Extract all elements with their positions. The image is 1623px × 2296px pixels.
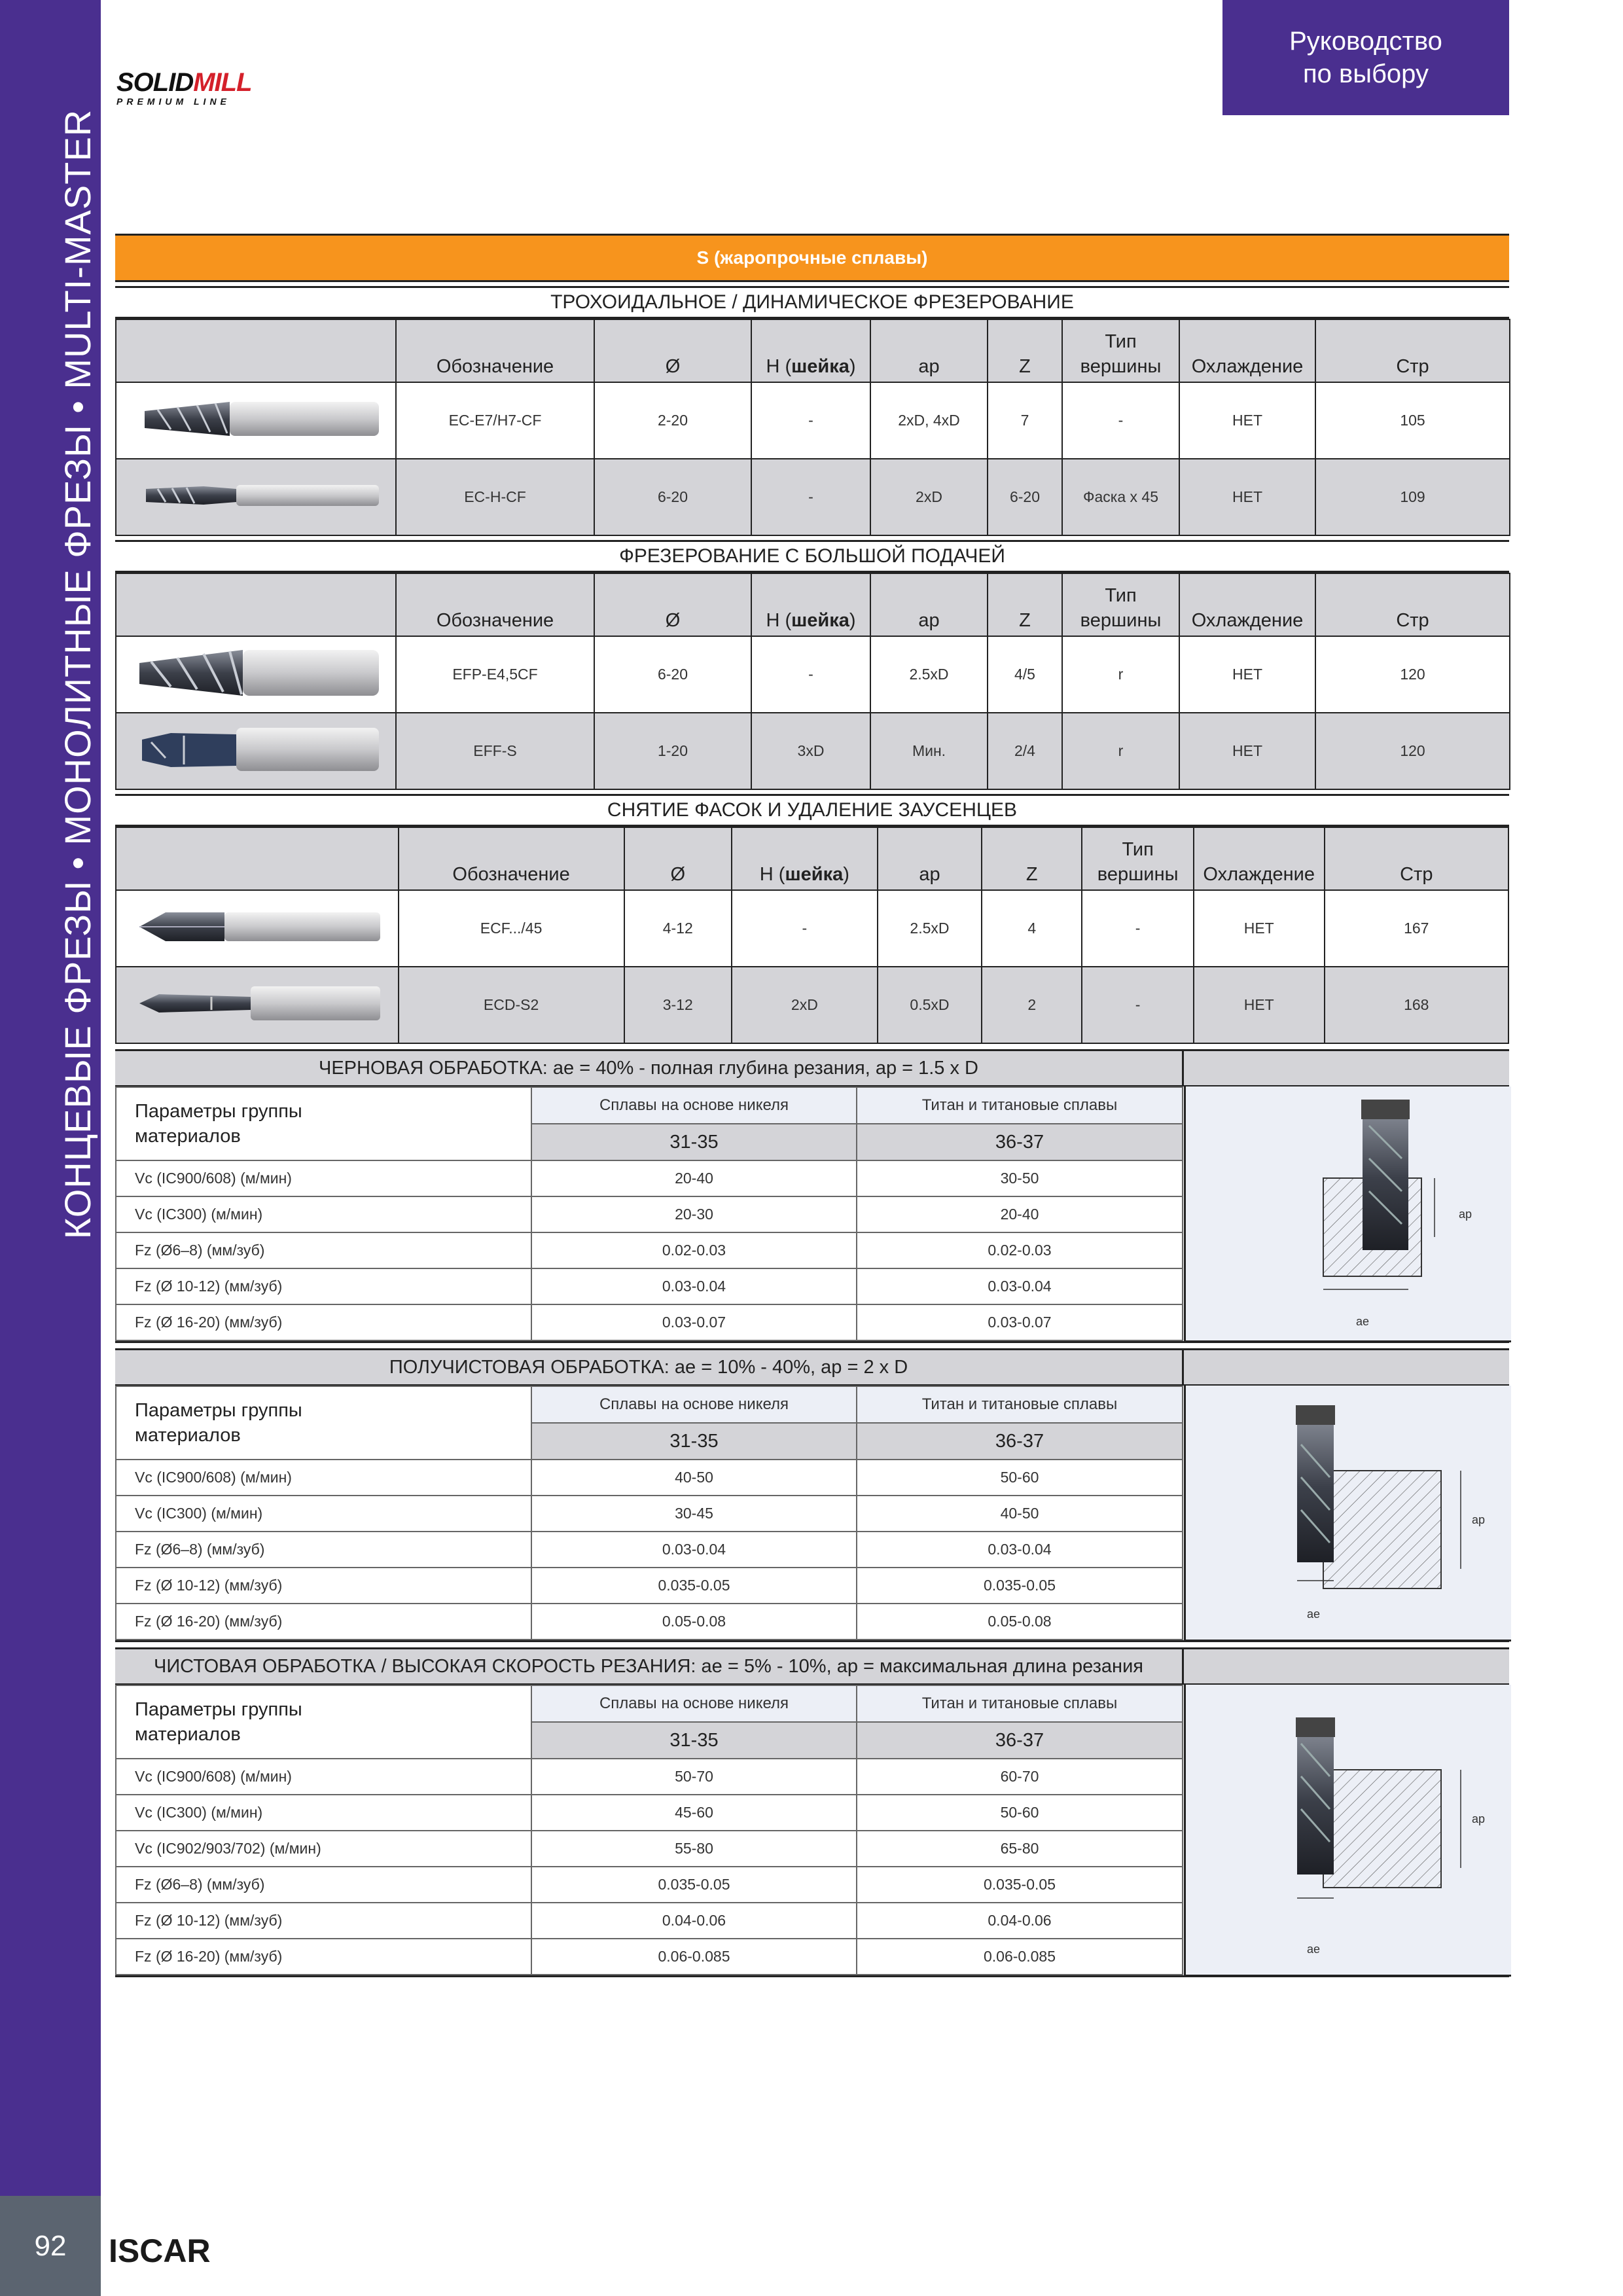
header-neck-bold: шейка [785, 864, 844, 885]
cell-page[interactable]: 168 [1325, 967, 1508, 1043]
header-tip-type: Тип вершины [1082, 827, 1193, 890]
header-designation: Обозначение [399, 827, 624, 890]
titanium-value: 0.05-0.08 [857, 1604, 1183, 1640]
cutting-params-block [115, 1348, 1509, 1642]
cell-z: 4/5 [988, 636, 1062, 713]
params-row [116, 1759, 1183, 1795]
cell-diameter: 1-20 [594, 713, 751, 789]
nickel-group: 31-35 [531, 1423, 857, 1460]
solidmill-logo [116, 69, 287, 108]
ae-label: ae [1307, 1943, 1321, 1956]
titanium-value: 0.06-0.085 [857, 1939, 1183, 1975]
titanium-value: 30-50 [857, 1160, 1183, 1196]
params-table [115, 1386, 1183, 1640]
titanium-value: 0.04-0.06 [857, 1903, 1183, 1939]
tool-table [115, 319, 1510, 536]
nickel-value: 0.035-0.05 [531, 1867, 857, 1903]
nickel-value: 30-45 [531, 1496, 857, 1532]
brand-name: ISCAR [109, 2233, 211, 2269]
params-header-row [116, 1685, 1183, 1722]
ap-label: ap [1471, 1513, 1485, 1526]
sidebar-title: КОНЦЕВЫЕ ФРЕЗЫ • МОНОЛИТНЫЕ ФРЕЗЫ • MULTI-MASTER [57, 109, 98, 1240]
cell-tip: - [1082, 890, 1193, 967]
params-title: ПОЛУЧИСТОВАЯ ОБРАБОТКА: ae = 10% - 40%, ap = 2 x D [115, 1350, 1184, 1386]
cell-diameter: 6-20 [594, 459, 751, 535]
titanium-alloys-header: Титан и титановые сплавы [857, 1087, 1183, 1124]
header-ap: ap [870, 573, 988, 636]
table-row[interactable] [116, 713, 1510, 789]
table-row[interactable] [116, 890, 1508, 967]
group-label: Параметры группы материалов [116, 1685, 531, 1759]
titanium-group: 36-37 [857, 1423, 1183, 1460]
nickel-value: 20-40 [531, 1160, 857, 1196]
titanium-alloys-header: Титан и титановые сплавы [857, 1386, 1183, 1423]
header-coolant: Охлаждение [1179, 573, 1315, 636]
header-page: Стр [1325, 827, 1508, 890]
cell-ap: Мин. [870, 713, 988, 789]
cell-page[interactable]: 167 [1325, 890, 1508, 967]
params-row [116, 1496, 1183, 1532]
cell-z: 2/4 [988, 713, 1062, 789]
params-row [116, 1568, 1183, 1604]
section-title: ТРОХОИДАЛЬНОЕ / ДИНАМИЧЕСКОЕ ФРЕЗЕРОВАНИЕ [115, 286, 1509, 319]
cell-tip: r [1062, 713, 1179, 789]
titanium-value: 0.03-0.04 [857, 1268, 1183, 1304]
table-row[interactable] [116, 459, 1510, 535]
params-row [116, 1196, 1183, 1232]
logo-premium-line: PREMIUM LINE [116, 96, 230, 107]
header-z: Z [988, 319, 1062, 382]
param-label: Fz (Ø 10-12) (мм/зуб) [116, 1568, 531, 1604]
cutting-diagram [1184, 1685, 1511, 1977]
nickel-value: 0.035-0.05 [531, 1568, 857, 1604]
cell-coolant: НЕТ [1194, 967, 1325, 1043]
param-label: Fz (Ø 10-12) (мм/зуб) [116, 1903, 531, 1939]
params-table [115, 1086, 1183, 1341]
cutting-diagram [1184, 1086, 1511, 1342]
cell-tip: - [1062, 382, 1179, 459]
titanium-value: 0.035-0.05 [857, 1867, 1183, 1903]
tool-image [116, 967, 399, 1043]
cell-ap: 2.5xD [878, 890, 982, 967]
header-diameter: Ø [624, 827, 732, 890]
titanium-value: 65-80 [857, 1831, 1183, 1867]
nickel-value: 55-80 [531, 1831, 857, 1867]
cell-z: 7 [988, 382, 1062, 459]
cell-page[interactable]: 109 [1315, 459, 1510, 535]
nickel-value: 50-70 [531, 1759, 857, 1795]
params-row [116, 1903, 1183, 1939]
main-content [115, 234, 1509, 1977]
param-label: Fz (Ø6–8) (мм/зуб) [116, 1867, 531, 1903]
params-row [116, 1304, 1183, 1340]
header-coolant: Охлаждение [1179, 319, 1315, 382]
cell-ap: 2xD [870, 459, 988, 535]
params-row [116, 1532, 1183, 1568]
param-label: Vc (IC900/608) (м/мин) [116, 1759, 531, 1795]
table-row[interactable] [116, 636, 1510, 713]
tool-table [115, 573, 1510, 790]
params-row [116, 1604, 1183, 1640]
cell-designation: ECF.../45 [399, 890, 624, 967]
cell-ap: 2xD, 4xD [870, 382, 988, 459]
param-label: Vc (IC300) (м/мин) [116, 1196, 531, 1232]
param-sections [115, 1049, 1509, 1977]
ae-label: ae [1307, 1607, 1321, 1621]
params-row [116, 1939, 1183, 1975]
nickel-group: 31-35 [531, 1722, 857, 1759]
cell-coolant: НЕТ [1179, 382, 1315, 459]
param-label: Fz (Ø 16-20) (мм/зуб) [116, 1304, 531, 1340]
header-image-cell [116, 319, 396, 382]
header-diameter: Ø [594, 573, 751, 636]
header-tip-type: Тип вершины [1062, 573, 1179, 636]
header-image-cell [116, 573, 396, 636]
header-z: Z [988, 573, 1062, 636]
selection-guide-badge [1222, 0, 1509, 115]
guide-line-1: Руководство [1289, 27, 1442, 56]
cell-coolant: НЕТ [1179, 713, 1315, 789]
params-row [116, 1831, 1183, 1867]
ap-label: ap [1471, 1812, 1485, 1825]
cutting-params-block [115, 1049, 1509, 1343]
titanium-value: 0.02-0.03 [857, 1232, 1183, 1268]
params-title: ЧИСТОВАЯ ОБРАБОТКА / ВЫСОКАЯ СКОРОСТЬ РЕЗАНИЯ: ae = 5% - 10%, ap = максимальная длина резания [115, 1649, 1184, 1685]
cell-coolant: НЕТ [1179, 636, 1315, 713]
titanium-value: 40-50 [857, 1496, 1183, 1532]
table-row[interactable] [116, 382, 1510, 459]
header-tip-type: Тип вершины [1062, 319, 1179, 382]
nickel-value: 40-50 [531, 1460, 857, 1496]
header-diameter: Ø [594, 319, 751, 382]
titanium-value: 0.03-0.04 [857, 1532, 1183, 1568]
cell-page[interactable]: 120 [1315, 713, 1510, 789]
nickel-alloys-header: Сплавы на основе никеля [531, 1685, 857, 1722]
header-designation: Обозначение [396, 573, 594, 636]
cell-page[interactable]: 105 [1315, 382, 1510, 459]
cell-designation: EFP-E4,5CF [396, 636, 594, 713]
table-header-row [116, 573, 1510, 636]
cell-designation: ECD-S2 [399, 967, 624, 1043]
page-number: 92 [0, 2196, 101, 2296]
cell-ap: 2.5xD [870, 636, 988, 713]
header-neck-bold: шейка [791, 356, 849, 377]
group-label: Параметры группы материалов [116, 1386, 531, 1460]
cell-neck: - [751, 636, 870, 713]
cell-neck: 2xD [732, 967, 878, 1043]
header-z: Z [982, 827, 1082, 890]
header-page: Стр [1315, 319, 1510, 382]
header-neck: H (шейка) [751, 319, 870, 382]
logo-solid: SOLID [116, 68, 194, 97]
guide-line-2: по выбору [1303, 60, 1429, 88]
cell-z: 4 [982, 890, 1082, 967]
tool-sections [115, 286, 1509, 1044]
params-table [115, 1685, 1183, 1975]
nickel-value: 0.06-0.085 [531, 1939, 857, 1975]
tool-table [115, 827, 1509, 1044]
nickel-value: 0.03-0.07 [531, 1304, 857, 1340]
table-row[interactable] [116, 967, 1508, 1043]
titanium-value: 60-70 [857, 1759, 1183, 1795]
cell-tip: Фаска x 45 [1062, 459, 1179, 535]
nickel-group: 31-35 [531, 1124, 857, 1160]
titanium-group: 36-37 [857, 1722, 1183, 1759]
param-label: Vc (IC902/903/702) (м/мин) [116, 1831, 531, 1867]
header-ap: ap [878, 827, 982, 890]
cell-diameter: 3-12 [624, 967, 732, 1043]
cell-diameter: 4-12 [624, 890, 732, 967]
cell-designation: EFF-S [396, 713, 594, 789]
params-title-spacer [1184, 1649, 1509, 1685]
params-title-spacer [1184, 1350, 1509, 1386]
cell-coolant: НЕТ [1194, 890, 1325, 967]
titanium-value: 0.03-0.07 [857, 1304, 1183, 1340]
header-neck-bold: шейка [791, 610, 849, 631]
ap-label: ap [1458, 1208, 1472, 1221]
param-label: Fz (Ø6–8) (мм/зуб) [116, 1532, 531, 1568]
nickel-alloys-header: Сплавы на основе никеля [531, 1087, 857, 1124]
params-row [116, 1460, 1183, 1496]
table-header-row [116, 827, 1508, 890]
tool-image [116, 713, 396, 789]
params-title: ЧЕРНОВАЯ ОБРАБОТКА: ae = 40% - полная глубина резания, ap = 1.5 x D [115, 1051, 1184, 1086]
logo-mill: MILL [193, 68, 252, 97]
titanium-group: 36-37 [857, 1124, 1183, 1160]
cell-tip: - [1082, 967, 1193, 1043]
nickel-value: 0.05-0.08 [531, 1604, 857, 1640]
param-label: Vc (IC300) (м/мин) [116, 1795, 531, 1831]
group-label: Параметры группы материалов [116, 1087, 531, 1160]
cell-page[interactable]: 120 [1315, 636, 1510, 713]
titanium-value: 20-40 [857, 1196, 1183, 1232]
section-title: ФРЕЗЕРОВАНИЕ С БОЛЬШОЙ ПОДАЧЕЙ [115, 540, 1509, 573]
params-header-row [116, 1386, 1183, 1423]
header-neck: H (шейка) [732, 827, 878, 890]
nickel-value: 0.04-0.06 [531, 1903, 857, 1939]
table-header-row [116, 319, 1510, 382]
cell-neck: - [751, 459, 870, 535]
titanium-value: 0.035-0.05 [857, 1568, 1183, 1604]
header-image-cell [116, 827, 399, 890]
param-label: Fz (Ø 16-20) (мм/зуб) [116, 1604, 531, 1640]
nickel-alloys-header: Сплавы на основе никеля [531, 1386, 857, 1423]
header-designation: Обозначение [396, 319, 594, 382]
tool-image [116, 890, 399, 967]
cell-ap: 0.5xD [878, 967, 982, 1043]
nickel-value: 0.03-0.04 [531, 1532, 857, 1568]
cell-tip: r [1062, 636, 1179, 713]
cell-neck: - [751, 382, 870, 459]
tool-image [116, 459, 396, 535]
titanium-alloys-header: Титан и титановые сплавы [857, 1685, 1183, 1722]
section-title: СНЯТИЕ ФАСОК И УДАЛЕНИЕ ЗАУСЕНЦЕВ [115, 794, 1509, 827]
cell-neck: - [732, 890, 878, 967]
cell-neck: 3xD [751, 713, 870, 789]
param-label: Fz (Ø 10-12) (мм/зуб) [116, 1268, 531, 1304]
params-row [116, 1232, 1183, 1268]
param-label: Vc (IC900/608) (м/мин) [116, 1160, 531, 1196]
params-header-row [116, 1087, 1183, 1124]
params-row [116, 1268, 1183, 1304]
cell-z: 6-20 [988, 459, 1062, 535]
material-banner: S (жаропрочные сплавы) [115, 234, 1509, 282]
params-row [116, 1795, 1183, 1831]
titanium-value: 50-60 [857, 1460, 1183, 1496]
header-neck: H (шейка) [751, 573, 870, 636]
titanium-value: 50-60 [857, 1795, 1183, 1831]
params-row [116, 1867, 1183, 1903]
params-title-spacer [1184, 1051, 1509, 1086]
nickel-value: 20-30 [531, 1196, 857, 1232]
header-ap: ap [870, 319, 988, 382]
nickel-value: 0.02-0.03 [531, 1232, 857, 1268]
ae-label: ae [1356, 1315, 1370, 1328]
nickel-value: 45-60 [531, 1795, 857, 1831]
cell-z: 2 [982, 967, 1082, 1043]
param-label: Fz (Ø 16-20) (мм/зуб) [116, 1939, 531, 1975]
tool-image [116, 382, 396, 459]
cell-coolant: НЕТ [1179, 459, 1315, 535]
param-label: Vc (IC900/608) (м/мин) [116, 1460, 531, 1496]
cell-diameter: 6-20 [594, 636, 751, 713]
cell-designation: EC-E7/H7-CF [396, 382, 594, 459]
param-label: Fz (Ø6–8) (мм/зуб) [116, 1232, 531, 1268]
cutting-params-block [115, 1647, 1509, 1977]
header-page: Стр [1315, 573, 1510, 636]
params-row [116, 1160, 1183, 1196]
tool-image [116, 636, 396, 713]
nickel-value: 0.03-0.04 [531, 1268, 857, 1304]
param-label: Vc (IC300) (м/мин) [116, 1496, 531, 1532]
cell-designation: EC-H-CF [396, 459, 594, 535]
cutting-diagram [1184, 1386, 1511, 1641]
cell-diameter: 2-20 [594, 382, 751, 459]
header-coolant: Охлаждение [1194, 827, 1325, 890]
